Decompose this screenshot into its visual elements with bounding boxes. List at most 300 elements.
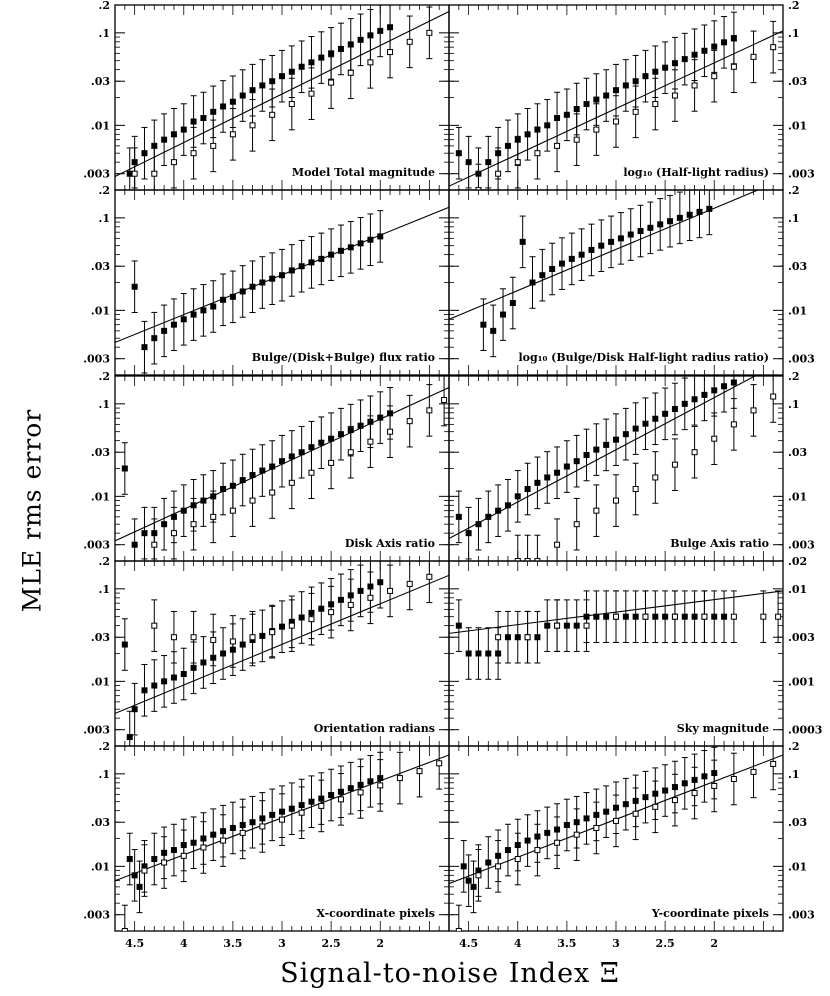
data-point-open (407, 419, 412, 424)
panel-8 (449, 555, 822, 746)
data-point-open (633, 487, 638, 492)
data-point-filled (152, 683, 157, 688)
y-tick-label: .03 (90, 816, 110, 830)
data-point-filled (550, 266, 555, 271)
x-axis-title: Signal-to-noise Index Ξ (280, 958, 620, 989)
y-tick-label: .03 (788, 446, 808, 460)
data-point-filled (162, 522, 167, 527)
y-tick-label: .1 (788, 767, 800, 781)
data-point-filled (142, 688, 147, 693)
data-point-filled (604, 614, 609, 619)
data-point-filled (712, 44, 717, 49)
y-tick-label: .01 (788, 304, 808, 318)
y-tick-label: .1 (98, 397, 110, 411)
data-point-filled (525, 838, 530, 843)
y-tick-label: .003 (788, 167, 815, 181)
data-point-filled (638, 229, 643, 234)
data-point-filled (348, 245, 353, 250)
y-tick-label: .2 (788, 370, 800, 383)
x-tick-label: 3.5 (557, 937, 577, 950)
data-point-filled (618, 236, 623, 241)
data-point-open (614, 614, 619, 619)
data-point-filled (731, 35, 736, 40)
data-point-filled (496, 508, 501, 513)
y-axis-title-text: MLE rms error (17, 408, 47, 612)
data-point-filled (171, 848, 176, 853)
y-tick-label: .2 (98, 555, 110, 568)
data-point-open (672, 462, 677, 467)
data-point-filled (142, 345, 147, 350)
data-point-filled (368, 779, 373, 784)
data-point-open (162, 860, 167, 865)
data-point-open (496, 171, 501, 176)
data-point-open (309, 91, 314, 96)
data-point-filled (181, 672, 186, 677)
data-point-filled (564, 822, 569, 827)
data-point-open (289, 102, 294, 107)
data-point-filled (702, 48, 707, 53)
data-point-filled (191, 840, 196, 845)
data-point-filled (260, 83, 265, 88)
data-point-open (633, 109, 638, 114)
data-point-filled (329, 252, 334, 257)
data-point-filled (604, 442, 609, 447)
data-point-open (368, 595, 373, 600)
data-point-filled (270, 79, 275, 84)
data-point-open (692, 791, 697, 796)
data-point-open (751, 769, 756, 774)
data-point-filled (653, 416, 658, 421)
data-point-filled (201, 498, 206, 503)
y-tick-label: .1 (788, 397, 800, 411)
data-point-open (358, 790, 363, 795)
data-point-open (712, 436, 717, 441)
data-point-filled (456, 623, 461, 628)
data-point-open (692, 450, 697, 455)
data-point-filled (628, 232, 633, 237)
data-point-open (309, 617, 314, 622)
data-point-open (329, 80, 334, 85)
x-tick-label: 4 (513, 937, 522, 950)
x-tick-label: 2.5 (321, 937, 341, 950)
x-tick-label: 4 (179, 937, 188, 950)
data-point-filled (348, 42, 353, 47)
data-point-open (535, 848, 540, 853)
data-point-filled (682, 57, 687, 62)
data-point-open (407, 581, 412, 586)
data-point-filled (535, 480, 540, 485)
data-point-open (329, 460, 334, 465)
y-tick-label: .03 (788, 75, 808, 89)
y-tick-label: .003 (83, 908, 110, 922)
data-point-open (191, 151, 196, 156)
x-tick-label: 2.5 (655, 937, 675, 950)
data-point-open (594, 127, 599, 132)
data-point-filled (280, 459, 285, 464)
data-point-filled (181, 317, 186, 322)
data-point-open (761, 614, 766, 619)
data-point-open (731, 422, 736, 427)
data-point-filled (260, 468, 265, 473)
data-point-filled (515, 635, 520, 640)
data-point-open (368, 439, 373, 444)
data-point-filled (589, 247, 594, 252)
data-point-open (388, 588, 393, 593)
data-point-filled (270, 276, 275, 281)
data-point-filled (378, 580, 383, 585)
data-point-open (702, 614, 707, 619)
data-point-filled (260, 633, 265, 638)
data-point-open (309, 470, 314, 475)
y-tick-label: .01 (788, 860, 808, 874)
data-point-filled (505, 635, 510, 640)
data-point-filled (230, 294, 235, 299)
data-point-filled (584, 452, 589, 457)
data-point-filled (211, 304, 216, 309)
data-point-filled (476, 522, 481, 527)
data-point-open (555, 623, 560, 628)
data-point-filled (309, 799, 314, 804)
data-point-filled (505, 503, 510, 508)
data-point-filled (378, 28, 383, 33)
data-point-open (201, 845, 206, 850)
data-point-filled (722, 614, 727, 619)
y-tick-label: .2 (98, 740, 110, 753)
data-point-open (555, 542, 560, 547)
y-tick-label: .2 (788, 0, 800, 12)
data-point-open (771, 45, 776, 50)
data-point-filled (221, 651, 226, 656)
data-point-open (643, 614, 648, 619)
data-point-open (388, 50, 393, 55)
data-point-filled (368, 237, 373, 242)
data-point-filled (201, 116, 206, 121)
data-point-open (427, 408, 432, 413)
data-point-open (594, 825, 599, 830)
data-point-open (614, 498, 619, 503)
data-point-filled (319, 440, 324, 445)
panel-title: log₁₀ (Bulge/Disk Half-light radius ratio) (518, 351, 769, 364)
panel-title: Orientation radians (313, 722, 435, 735)
data-point-filled (378, 415, 383, 420)
y-tick-label: .1 (98, 767, 110, 781)
data-point-open (712, 74, 717, 79)
data-point-open (574, 137, 579, 142)
data-point-filled (594, 97, 599, 102)
data-point-filled (240, 642, 245, 647)
data-point-filled (545, 475, 550, 480)
x-tick-label: 3 (612, 937, 620, 950)
data-point-open (230, 639, 235, 644)
y-tick-label: .003 (83, 723, 110, 737)
y-tick-label: .03 (90, 75, 110, 89)
data-point-open (515, 857, 520, 862)
data-point-filled (466, 651, 471, 656)
data-point-filled (712, 388, 717, 393)
data-point-filled (466, 878, 471, 883)
y-tick-label: .2 (98, 370, 110, 383)
data-point-filled (461, 864, 466, 869)
data-point-filled (559, 261, 564, 266)
data-point-filled (280, 273, 285, 278)
data-point-filled (358, 588, 363, 593)
data-point-filled (191, 119, 196, 124)
data-point-filled (162, 328, 167, 333)
data-point-filled (230, 825, 235, 830)
data-point-filled (584, 816, 589, 821)
data-point-open (776, 614, 781, 619)
data-point-filled (702, 392, 707, 397)
data-point-filled (471, 884, 476, 889)
data-point-filled (658, 222, 663, 227)
y-tick-label: .003 (83, 538, 110, 552)
y-tick-label: .003 (83, 167, 110, 181)
panel-frame (449, 190, 783, 375)
data-point-filled (599, 243, 604, 248)
data-point-open (211, 637, 216, 642)
data-point-open (751, 54, 756, 59)
y-tick-label: .01 (90, 304, 110, 318)
data-point-filled (137, 884, 142, 889)
data-point-filled (122, 642, 127, 647)
data-point-open (171, 531, 176, 536)
data-point-filled (672, 61, 677, 66)
data-point-filled (530, 280, 535, 285)
y-tick-label: .001 (788, 675, 815, 689)
data-point-open (152, 623, 157, 628)
data-point-open (672, 93, 677, 98)
data-point-filled (692, 397, 697, 402)
data-point-open (476, 873, 481, 878)
y-tick-label: .01 (788, 119, 808, 133)
y-tick-label: .01 (90, 675, 110, 689)
data-point-filled (122, 466, 127, 471)
panel-data (115, 207, 449, 373)
data-point-open (751, 408, 756, 413)
y-tick-label: .03 (90, 446, 110, 460)
data-point-filled (456, 514, 461, 519)
data-point-filled (515, 494, 520, 499)
data-point-open (270, 490, 275, 495)
data-point-filled (221, 104, 226, 109)
data-point-open (427, 30, 432, 35)
panel-2 (449, 0, 815, 216)
data-point-open (535, 151, 540, 156)
data-point-open (280, 817, 285, 822)
data-point-open (417, 769, 422, 774)
data-point-filled (191, 665, 196, 670)
data-point-filled (476, 651, 481, 656)
panel-1 (83, 0, 449, 199)
data-point-filled (569, 256, 574, 261)
data-point-open (299, 810, 304, 815)
data-point-open (397, 776, 402, 781)
data-point-filled (623, 83, 628, 88)
panel-10 (449, 738, 815, 957)
data-point-filled (648, 225, 653, 230)
data-point-open (672, 614, 677, 619)
y-tick-label: .003 (83, 352, 110, 366)
data-point-open (348, 450, 353, 455)
data-point-filled (707, 206, 712, 211)
panel-title: X-coordinate pixels (316, 907, 435, 920)
data-point-filled (260, 280, 265, 285)
panel-3 (83, 184, 449, 375)
data-point-open (338, 797, 343, 802)
data-point-filled (535, 635, 540, 640)
data-point-open (181, 853, 186, 858)
data-point-open (653, 102, 658, 107)
data-point-open (230, 132, 235, 137)
data-point-filled (289, 806, 294, 811)
data-point-filled (456, 151, 461, 156)
panel-title: Y-coordinate pixels (651, 907, 769, 920)
data-point-filled (663, 788, 668, 793)
data-point-filled (712, 614, 717, 619)
y-tick-label: .003 (788, 352, 815, 366)
y-tick-label: .03 (788, 260, 808, 274)
data-point-filled (299, 264, 304, 269)
data-point-open (250, 498, 255, 503)
data-point-filled (162, 137, 167, 142)
y-tick-label: .2 (788, 184, 800, 197)
data-point-filled (230, 99, 235, 104)
data-point-open (319, 803, 324, 808)
y-tick-label: .003 (788, 908, 815, 922)
fit-line (449, 179, 783, 319)
data-point-filled (663, 65, 668, 70)
data-point-open (515, 160, 520, 165)
data-point-filled (358, 37, 363, 42)
data-point-filled (466, 531, 471, 536)
data-point-open (132, 171, 137, 176)
data-point-filled (127, 857, 132, 862)
data-point-filled (481, 322, 486, 327)
data-point-filled (132, 707, 137, 712)
data-point-open (230, 508, 235, 513)
data-point-filled (491, 328, 496, 333)
data-point-filled (132, 284, 137, 289)
y-axis-title (2, 380, 62, 640)
data-point-open (270, 112, 275, 117)
data-point-open (152, 542, 157, 547)
data-point-filled (614, 437, 619, 442)
y-tick-label: .01 (90, 490, 110, 504)
data-point-filled (221, 297, 226, 302)
data-point-filled (692, 52, 697, 57)
data-point-filled (653, 614, 658, 619)
data-point-filled (127, 735, 132, 740)
data-point-filled (525, 487, 530, 492)
panel-data (449, 179, 783, 356)
data-point-open (653, 804, 658, 809)
data-point-filled (510, 301, 515, 306)
data-point-open (614, 119, 619, 124)
data-point-filled (250, 820, 255, 825)
y-tick-label: .1 (98, 26, 110, 40)
data-point-filled (338, 597, 343, 602)
data-point-open (211, 514, 216, 519)
data-point-open (731, 776, 736, 781)
data-point-filled (240, 93, 245, 98)
data-point-filled (643, 74, 648, 79)
panel-title: Disk Axis ratio (344, 537, 435, 550)
data-point-open (191, 635, 196, 640)
panel-title: Bulge/(Disk+Bulge) flux ratio (251, 351, 435, 364)
y-tick-label: .03 (90, 260, 110, 274)
data-point-filled (171, 675, 176, 680)
data-point-filled (270, 812, 275, 817)
data-point-filled (687, 212, 692, 217)
panel-9 (83, 738, 449, 957)
data-point-open (289, 480, 294, 485)
y-tick-label: .01 (90, 119, 110, 133)
data-point-filled (604, 809, 609, 814)
panel-title: Bulge Axis ratio (670, 537, 769, 550)
data-point-filled (378, 234, 383, 239)
data-point-open (191, 522, 196, 527)
y-tick-label: .2 (98, 0, 110, 12)
data-point-open (692, 83, 697, 88)
data-point-filled (486, 860, 491, 865)
data-point-filled (358, 423, 363, 428)
data-point-open (771, 761, 776, 766)
data-point-filled (545, 623, 550, 628)
data-point-open (368, 60, 373, 65)
data-point-filled (152, 336, 157, 341)
data-point-filled (668, 219, 673, 224)
data-point-open (221, 838, 226, 843)
data-point-open (771, 394, 776, 399)
data-point-filled (211, 109, 216, 114)
data-point-filled (486, 160, 491, 165)
data-point-open (496, 635, 501, 640)
data-point-filled (486, 651, 491, 656)
y-tick-label: .0003 (788, 723, 823, 737)
data-point-filled (201, 660, 206, 665)
data-point-open (731, 614, 736, 619)
data-point-filled (677, 215, 682, 220)
data-point-filled (653, 69, 658, 74)
data-point-filled (633, 614, 638, 619)
data-point-open (250, 635, 255, 640)
data-point-filled (594, 447, 599, 452)
data-point-filled (545, 830, 550, 835)
data-point-filled (142, 531, 147, 536)
y-tick-label: .003 (788, 538, 815, 552)
data-point-open (574, 522, 579, 527)
data-point-open (584, 623, 589, 628)
y-tick-label: .1 (788, 211, 800, 225)
data-point-filled (702, 774, 707, 779)
panel-title: log₁₀ (Half-light radius) (623, 166, 769, 179)
data-point-filled (584, 102, 589, 107)
y-tick-label: .02 (788, 555, 808, 568)
data-point-filled (309, 260, 314, 265)
data-point-filled (221, 487, 226, 492)
x-tick-label: 2 (376, 937, 385, 950)
data-point-filled (348, 786, 353, 791)
data-point-filled (633, 426, 638, 431)
data-point-filled (289, 69, 294, 74)
data-point-open (594, 508, 599, 513)
data-point-filled (623, 614, 628, 619)
data-point-open (211, 143, 216, 148)
data-point-filled (623, 802, 628, 807)
data-point-filled (525, 132, 530, 137)
data-point-open (171, 635, 176, 640)
data-point-filled (191, 312, 196, 317)
